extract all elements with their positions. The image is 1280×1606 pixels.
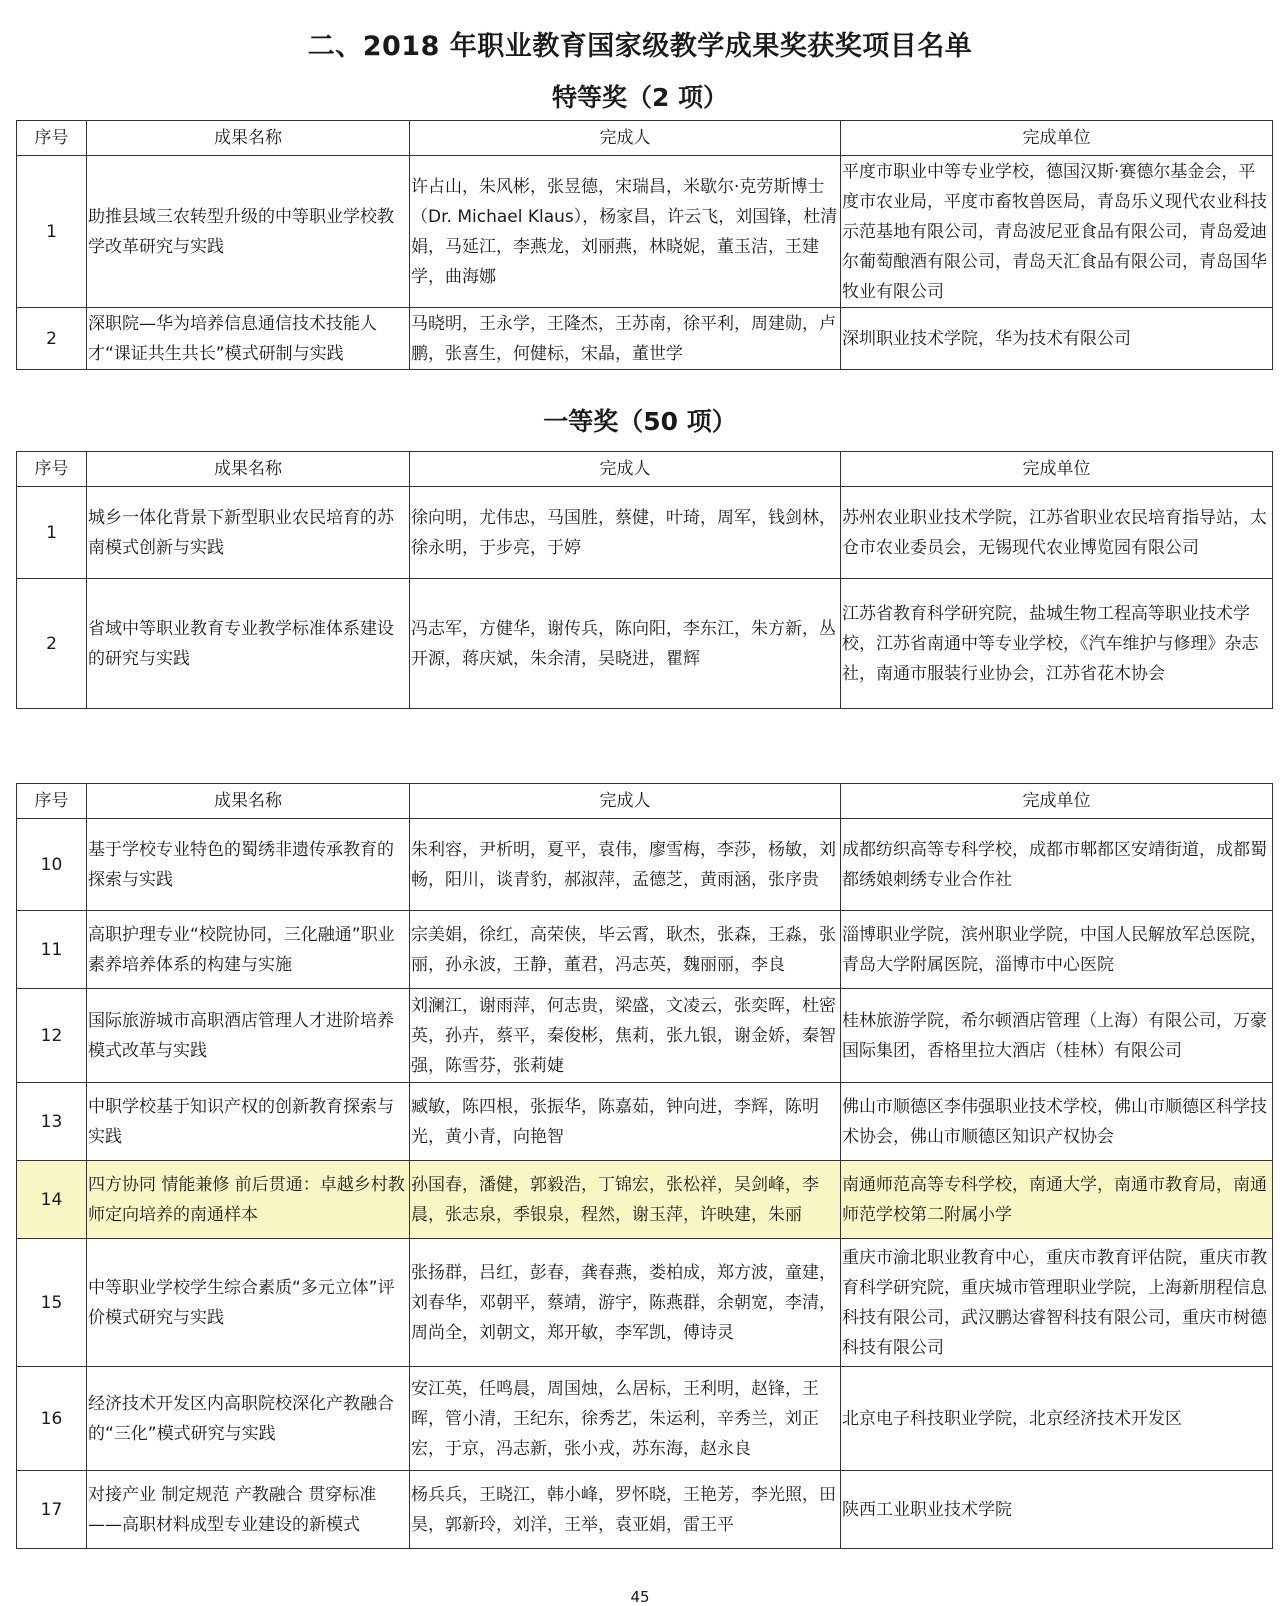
page-number: 45 xyxy=(630,1588,650,1606)
row-people: 朱利容，尹析明，夏平，袁伟，廖雪梅，李莎，杨敏，刘畅，阳川，谈青豹，郝淑萍，孟德芝，黄雨涵，张序贵 xyxy=(410,819,841,911)
page-title: 二、2018 年职业教育国家级教学成果奖获奖项目名单 xyxy=(307,31,973,62)
row-units: 陕西工业职业技术学院 xyxy=(841,1471,1273,1549)
header-name: 成果名称 xyxy=(87,784,410,819)
header-units: 完成单位 xyxy=(841,121,1273,156)
row-units: 南通师范高等专科学校，南通大学，南通市教育局，南通师范学校第二附属小学 xyxy=(841,1161,1273,1239)
header-people: 完成人 xyxy=(410,121,841,156)
table-row xyxy=(17,1367,1273,1471)
row-name: 国际旅游城市高职酒店管理人才进阶培养模式改革与实践 xyxy=(87,989,410,1083)
header-name: 成果名称 xyxy=(87,452,410,487)
row-people: 杨兵兵，王晓江，韩小峰，罗怀晓，王艳芳，李光照，田昊，郭新玲，刘洋，王举，袁亚娟，雷王平 xyxy=(410,1471,841,1549)
row-units: 佛山市顺德区李伟强职业技术学校，佛山市顺德区科学技术协会，佛山市顺德区知识产权协会 xyxy=(841,1083,1273,1161)
table-row xyxy=(17,911,1273,989)
row-name: 城乡一体化背景下新型职业农民培育的苏南模式创新与实践 xyxy=(87,487,410,579)
row-units: 淄博职业学院，滨州职业学院，中国人民解放军总医院，青岛大学附属医院，淄博市中心医院 xyxy=(841,911,1273,989)
header-num: 序号 xyxy=(17,784,87,819)
row-units: 重庆市渝北职业教育中心，重庆市教育评估院，重庆市教育科学研究院，重庆城市管理职业学院，上海新朋程信息科技有限公司，武汉鹏达睿智科技有限公司，重庆市树德科技有限公司 xyxy=(841,1239,1273,1367)
row-num: 15 xyxy=(17,1239,87,1367)
row-name: 经济技术开发区内高职院校深化产教融合的“三化”模式研究与实践 xyxy=(87,1367,410,1471)
row-num: 10 xyxy=(17,819,87,911)
table-header-row xyxy=(17,121,1273,156)
header-units: 完成单位 xyxy=(841,452,1273,487)
table-row xyxy=(17,1471,1273,1549)
row-units: 江苏省教育科学研究院，盐城生物工程高等职业技术学校，江苏省南通中等专业学校，《汽车维护与修理》杂志社，南通市服装行业协会，江苏省花木协会 xyxy=(841,579,1273,709)
row-people: 安江英，任鸣晨，周国烛，么居标，王利明，赵锋，王晖，管小清，王纪东，徐秀艺，朱运利，辛秀兰，刘正宏，于京，冯志新，张小戎，苏东海，赵永良 xyxy=(410,1367,841,1471)
row-units: 桂林旅游学院，希尔顿酒店管理（上海）有限公司，万豪国际集团，香格里拉大酒店（桂林）有限公司 xyxy=(841,989,1273,1083)
row-num: 11 xyxy=(17,911,87,989)
table-header-row xyxy=(17,784,1273,819)
row-name: 对接产业 制定规范 产教融合 贯穿标准——高职材料成型专业建设的新模式 xyxy=(87,1471,410,1549)
header-people: 完成人 xyxy=(410,452,841,487)
row-units: 成都纺织高等专科学校，成都市郫都区安靖街道，成都蜀都绣娘刺绣专业合作社 xyxy=(841,819,1273,911)
table-row xyxy=(17,579,1273,709)
row-units: 苏州农业职业技术学院，江苏省职业农民培育指导站，太仓市农业委员会，无锡现代农业博览园有限公司 xyxy=(841,487,1273,579)
row-units: 深圳职业技术学院，华为技术有限公司 xyxy=(841,308,1273,370)
row-num: 1 xyxy=(17,487,87,579)
header-name: 成果名称 xyxy=(87,121,410,156)
row-people: 徐向明，尤伟忠，马国胜，蔡健，叶琦，周军，钱剑林，徐永明，于步亮，于婷 xyxy=(410,487,841,579)
row-name: 基于学校专业特色的蜀绣非遗传承教育的探索与实践 xyxy=(87,819,410,911)
row-num: 2 xyxy=(17,308,87,370)
row-people: 孙国春，潘健，郭毅浩，丁锦宏，张松祥，吴剑峰，李晨，张志泉，季银泉，程然，谢玉萍，许映建，朱丽 xyxy=(410,1161,841,1239)
table-row xyxy=(17,1239,1273,1367)
row-num: 13 xyxy=(17,1083,87,1161)
row-people: 马晓明，王永学，王隆杰，王苏南，徐平利，周建勋，卢鹏，张喜生，何健标，宋晶，董世学 xyxy=(410,308,841,370)
row-num: 2 xyxy=(17,579,87,709)
header-units: 完成单位 xyxy=(841,784,1273,819)
row-people: 臧敏，陈四根，张振华，陈嘉茹，钟向进，李辉，陈明光，黄小青，向艳智 xyxy=(410,1083,841,1161)
table-row xyxy=(17,156,1273,308)
table-row xyxy=(17,989,1273,1083)
row-name: 高职护理专业“校院协同，三化融通”职业素养培养体系的构建与实施 xyxy=(87,911,410,989)
table-row-highlighted xyxy=(17,1161,1273,1239)
row-name: 深职院—华为培养信息通信技术技能人才“课证共生共长”模式研制与实践 xyxy=(87,308,410,370)
row-num: 17 xyxy=(17,1471,87,1549)
first-award-table xyxy=(16,451,1273,709)
row-num: 12 xyxy=(17,989,87,1083)
row-num: 14 xyxy=(17,1161,87,1239)
table-row xyxy=(17,487,1273,579)
first-award-continued-table xyxy=(16,783,1273,1549)
table-header-row xyxy=(17,452,1273,487)
header-num: 序号 xyxy=(17,121,87,156)
special-award-title: 特等奖（2 项） xyxy=(551,83,729,112)
table-row xyxy=(17,308,1273,370)
special-award-table xyxy=(16,120,1273,370)
table-row xyxy=(17,1083,1273,1161)
row-people: 宗美娟，徐红，高荣侠，毕云霄，耿杰，张森，王淼，张丽，孙永波，王静，董君，冯志英，魏丽丽，李良 xyxy=(410,911,841,989)
header-people: 完成人 xyxy=(410,784,841,819)
first-award-title: 一等奖（50 项） xyxy=(543,407,737,436)
row-units: 平度市职业中等专业学校，德国汉斯·赛德尔基金会，平度市农业局，平度市畜牧兽医局，青岛乐义现代农业科技示范基地有限公司，青岛波尼亚食品有限公司，青岛爱迪尔葡萄酿酒有限公司，青岛天汇食品有限公司，青岛国华牧业有限公司 xyxy=(841,156,1273,308)
row-people: 许占山，朱风彬，张昱德，宋瑞昌，米歇尔·克劳斯博士（Dr. Michael Klaus），杨家昌，许云飞，刘国锋，杜清娟，马延江，李燕龙，刘丽燕，林晓妮，董玉洁，王建学，曲海娜 xyxy=(410,156,841,308)
row-name: 助推县域三农转型升级的中等职业学校教学改革研究与实践 xyxy=(87,156,410,308)
row-units: 北京电子科技职业学院，北京经济技术开发区 xyxy=(841,1367,1273,1471)
row-name: 中等职业学校学生综合素质“多元立体”评价模式研究与实践 xyxy=(87,1239,410,1367)
row-name: 四方协同 情能兼修 前后贯通：卓越乡村教师定向培养的南通样本 xyxy=(87,1161,410,1239)
row-num: 1 xyxy=(17,156,87,308)
row-name: 省域中等职业教育专业教学标准体系建设的研究与实践 xyxy=(87,579,410,709)
table-row xyxy=(17,819,1273,911)
row-people: 刘澜江，谢雨萍，何志贵，梁盛，文凌云，张奕晖，杜密英，孙卉，蔡平，秦俊彬，焦莉，张九银，谢金娇，秦智强，陈雪芬，张莉婕 xyxy=(410,989,841,1083)
row-people: 张扬群，吕红，彭春，龚春燕，娄柏成，郑方波，童建，刘春华，邓朝平，蔡靖，游宇，陈燕群，余朝宽，李清，周尚全，刘朝文，郑开敏，李军凯，傅诗灵 xyxy=(410,1239,841,1367)
row-name: 中职学校基于知识产权的创新教育探索与实践 xyxy=(87,1083,410,1161)
row-people: 冯志军，方健华，谢传兵，陈向阳，李东江，朱方新，丛开源，蒋庆斌，朱余清，吴晓进，瞿辉 xyxy=(410,579,841,709)
header-num: 序号 xyxy=(17,452,87,487)
row-num: 16 xyxy=(17,1367,87,1471)
